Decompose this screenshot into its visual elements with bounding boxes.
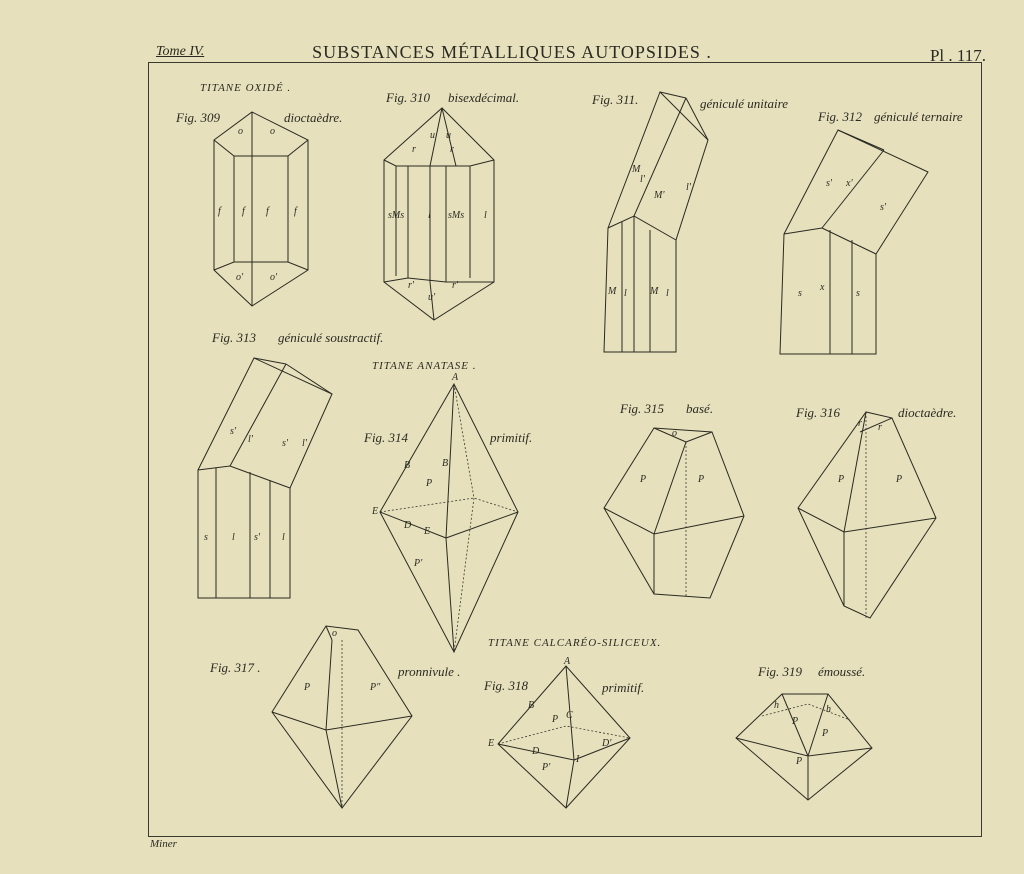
svg-text:s': s': [282, 438, 289, 449]
svg-text:P: P: [304, 682, 311, 693]
svg-text:M: M: [632, 164, 641, 175]
fig-310-desc: bisexdécimal.: [448, 90, 520, 105]
svg-text:f: f: [242, 206, 245, 217]
svg-text:s: s: [204, 532, 208, 543]
svg-text:f: f: [218, 206, 221, 217]
svg-text:l': l': [686, 182, 691, 193]
svg-text:u': u': [428, 292, 436, 303]
svg-text:r: r: [858, 418, 862, 429]
svg-text:r: r: [450, 144, 454, 155]
plate-number: Pl . 117.: [929, 46, 986, 65]
svg-text:l: l: [232, 532, 235, 543]
svg-text:P: P: [640, 474, 647, 485]
svg-text:o': o': [236, 272, 244, 283]
svg-text:sMs: sMs: [448, 210, 465, 221]
svg-text:l': l': [302, 438, 307, 449]
fig-314-label: Fig. 314: [364, 430, 409, 445]
svg-text:o': o': [270, 272, 278, 283]
svg-text:D: D: [532, 746, 540, 757]
svg-text:E: E: [372, 506, 379, 517]
svg-text:P: P: [792, 716, 799, 727]
fig-319-desc: émoussé.: [818, 664, 866, 679]
crystal-313: [198, 358, 332, 598]
svg-text:s': s': [230, 426, 237, 437]
crystal-311: [604, 92, 708, 352]
svg-text:f: f: [266, 206, 269, 217]
crystal-319: [736, 694, 872, 800]
svg-text:l: l: [666, 288, 669, 299]
svg-text:s': s': [826, 178, 833, 189]
crystal-316: [798, 412, 936, 618]
tome-label: Tome IV.: [156, 44, 205, 59]
svg-text:M': M': [654, 190, 665, 201]
section-titane-oxide: TITANE OXIDÉ .: [200, 82, 292, 94]
svg-text:M: M: [650, 286, 659, 297]
engraver-signature: Miner: [150, 838, 177, 850]
fig-315-label: Fig. 315: [620, 401, 665, 416]
fig-319-label: Fig. 319: [758, 664, 803, 679]
svg-text:l: l: [428, 210, 431, 221]
svg-text:s: s: [798, 288, 802, 299]
svg-text:r: r: [878, 422, 882, 433]
section-titane-calcareo: TITANE CALCARÉO-SILICEUX.: [488, 637, 662, 649]
svg-text:P: P: [552, 714, 559, 725]
svg-text:E: E: [424, 526, 431, 537]
fig-318-desc: primitif.: [602, 680, 645, 695]
fig-309-label: Fig. 309: [176, 110, 221, 125]
svg-text:E: E: [488, 738, 495, 749]
svg-text:o: o: [672, 428, 677, 439]
fig-317-desc: pronnivule .: [398, 664, 461, 679]
fig-311-desc: géniculé unitaire: [700, 96, 788, 111]
svg-text:sMs: sMs: [388, 210, 405, 221]
svg-text:l': l': [640, 174, 645, 185]
svg-text:u: u: [446, 130, 451, 141]
svg-text:r': r': [408, 280, 415, 291]
section-titane-anatase: TITANE ANATASE .: [372, 360, 477, 372]
svg-text:r: r: [412, 144, 416, 155]
fig-310-label: Fig. 310: [386, 90, 431, 105]
svg-text:P: P: [838, 474, 845, 485]
svg-text:B: B: [404, 460, 411, 471]
crystal-317: [272, 626, 412, 808]
svg-text:f: f: [294, 206, 297, 217]
svg-text:B: B: [442, 458, 449, 469]
crystal-310: [384, 108, 494, 320]
fig-309-desc: dioctaèdre.: [284, 110, 343, 125]
plate-title: SUBSTANCES MÉTALLIQUES AUTOPSIDES .: [312, 42, 712, 62]
svg-text:s': s': [880, 202, 887, 213]
svg-text:M: M: [608, 286, 617, 297]
svg-text:A: A: [564, 656, 571, 667]
svg-text:l': l': [248, 434, 253, 445]
crystal-318: [487, 656, 630, 808]
fig-311-label: Fig. 311.: [592, 92, 639, 107]
fig-315-desc: basé.: [686, 401, 714, 416]
fig-313-desc: géniculé soustractif.: [278, 330, 384, 345]
crystal-314: [371, 372, 518, 652]
svg-text:o: o: [238, 126, 243, 137]
svg-text:I: I: [576, 754, 580, 765]
svg-text:l: l: [624, 288, 627, 299]
fig-316-desc: dioctaèdre.: [898, 405, 957, 420]
svg-text:P': P': [542, 762, 551, 773]
svg-text:P: P: [426, 478, 433, 489]
crystal-315: [604, 428, 744, 598]
svg-text:C: C: [566, 710, 573, 721]
svg-text:h: h: [774, 700, 779, 711]
svg-text:h: h: [826, 704, 831, 715]
svg-text:P: P: [822, 728, 829, 739]
crystal-309: [214, 112, 308, 306]
fig-313-label: Fig. 313: [212, 330, 257, 345]
fig-317-label: Fig. 317 .: [210, 660, 261, 675]
fig-314-desc: primitif.: [490, 430, 533, 445]
svg-text:P": P": [370, 682, 381, 693]
svg-text:s': s': [254, 532, 261, 543]
crystal-312: [780, 130, 928, 354]
svg-text:P: P: [698, 474, 705, 485]
fig-312-desc: géniculé ternaire: [874, 109, 963, 124]
svg-text:x': x': [846, 178, 853, 189]
svg-text:u: u: [430, 130, 435, 141]
svg-text:o: o: [332, 628, 337, 639]
svg-text:P: P: [796, 756, 803, 767]
svg-text:o: o: [270, 126, 275, 137]
svg-text:P: P: [896, 474, 903, 485]
fig-312-label: Fig. 312: [818, 109, 863, 124]
svg-text:P': P': [414, 558, 423, 569]
svg-text:r': r': [452, 280, 459, 291]
svg-text:D: D: [404, 520, 412, 531]
fig-316-label: Fig. 316: [796, 405, 841, 420]
svg-text:l: l: [484, 210, 487, 221]
svg-text:D': D': [602, 738, 612, 749]
svg-text:l: l: [282, 532, 285, 543]
svg-text:x: x: [820, 282, 825, 293]
svg-text:B: B: [528, 700, 535, 711]
svg-text:A: A: [452, 372, 459, 383]
fig-318-label: Fig. 318: [484, 678, 529, 693]
svg-text:s: s: [856, 288, 860, 299]
